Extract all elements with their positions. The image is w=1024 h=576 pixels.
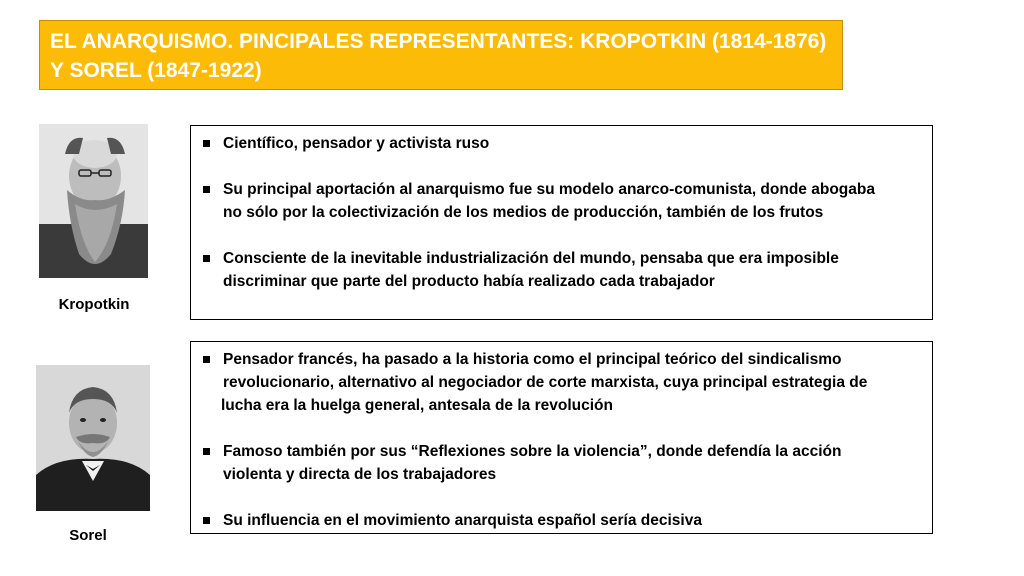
bullet-text: Pensador francés, ha pasado a la historia como el principal teórico del sindicalismo bbox=[223, 351, 842, 368]
kropotkin-bullet-box bbox=[190, 125, 933, 320]
kropotkin-portrait bbox=[39, 124, 148, 278]
bullet-text: violenta y directa de los trabajadores bbox=[223, 466, 497, 483]
bullet-text: Su influencia en el movimiento anarquista español sería decisiva bbox=[223, 512, 702, 529]
bullet-square-icon bbox=[203, 448, 210, 455]
sorel-caption: Sorel bbox=[69, 527, 107, 544]
bullet-text: Científico, pensador y activista ruso bbox=[223, 135, 490, 152]
bullet-text: no sólo por la colectivización de los medios de producción, también de los frutos bbox=[223, 204, 824, 221]
bullet-square-icon bbox=[203, 255, 210, 262]
title-line-2: Y SOREL (1847-1922) bbox=[50, 59, 262, 82]
bullet-text: discriminar que parte del producto había realizado cada trabajador bbox=[223, 273, 715, 290]
slide-title bbox=[39, 20, 843, 90]
bullet-square-icon bbox=[203, 517, 210, 524]
list-item bbox=[199, 440, 924, 486]
list-item bbox=[199, 247, 924, 293]
list-item bbox=[199, 509, 924, 532]
bullet-square-icon bbox=[203, 140, 210, 147]
title-line-1: EL ANARQUISMO. PINCIPALES REPRESENTANTES: KROPOTKIN (1814-1876) bbox=[50, 30, 827, 53]
list-item bbox=[199, 348, 924, 417]
bullet-square-icon bbox=[203, 186, 210, 193]
list-item bbox=[199, 132, 924, 155]
bullet-text: Famoso también por sus “Reflexiones sobre la violencia”, donde defendía la acción bbox=[223, 443, 842, 460]
bullet-square-icon bbox=[203, 356, 210, 363]
sorel-portrait bbox=[36, 365, 150, 511]
bullet-text: revolucionario, alternativo al negociador de corte marxista, cuya principal estrategia de bbox=[223, 374, 868, 391]
kropotkin-caption: Kropotkin bbox=[58, 296, 130, 313]
bullet-text: Su principal aportación al anarquismo fue su modelo anarco-comunista, donde abogaba bbox=[223, 181, 875, 198]
bullet-text: lucha era la huelga general, antesala de la revolución bbox=[221, 397, 613, 414]
bullet-text: Consciente de la inevitable industrialización del mundo, pensaba que era imposible bbox=[223, 250, 839, 267]
list-item bbox=[199, 178, 924, 224]
sorel-bullet-box bbox=[190, 341, 933, 534]
